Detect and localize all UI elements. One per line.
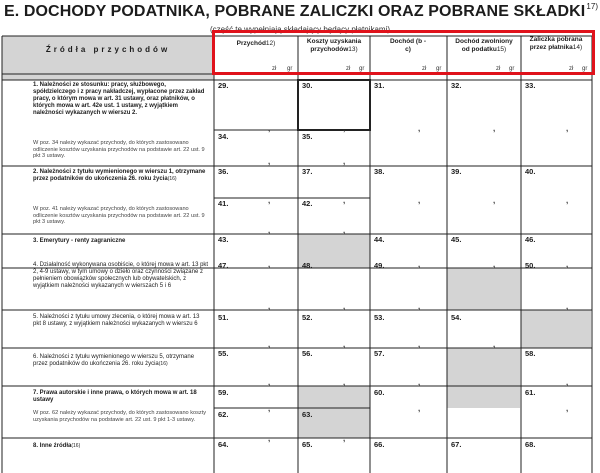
field-65[interactable]: 65. <box>302 440 313 449</box>
header-dochod: Dochód (b - c) <box>389 38 427 53</box>
field-41[interactable]: 41. <box>218 199 229 208</box>
decimal-comma: , <box>418 404 421 413</box>
decimal-comma: , <box>268 434 271 443</box>
row-7-label: 7. Prawa autorskie i inne prawa, o których mowa w art. 18 ustawy <box>33 390 197 403</box>
decimal-comma: , <box>343 378 346 387</box>
decimal-comma: , <box>268 226 271 235</box>
decimal-comma: , <box>566 302 569 311</box>
field-55[interactable]: 55. <box>218 349 229 358</box>
field-48[interactable]: 48. <box>302 261 313 270</box>
field-60[interactable]: 60. <box>374 388 385 397</box>
decimal-comma: , <box>268 124 271 133</box>
unit-gr-2: gr <box>359 66 365 72</box>
header-zaliczka <box>523 36 589 51</box>
decimal-comma: , <box>493 340 496 349</box>
field-38[interactable]: 38. <box>374 167 385 176</box>
decimal-comma: , <box>268 302 271 311</box>
header-dochod-zwolniony <box>452 38 516 53</box>
row-2-note: W poz. 41 należy wykazać przychody, do których zastosowano odliczenie kosztów uzyskania przychodów na podstawie art. 22 ust. 9 pkt 3 ustawy. <box>33 206 205 226</box>
field-54[interactable]: 54. <box>451 313 462 322</box>
header-koszty <box>300 38 368 53</box>
field-39[interactable]: 39. <box>451 167 462 176</box>
unit-gr-3: gr <box>436 66 442 72</box>
decimal-comma: , <box>268 157 271 166</box>
field-51[interactable]: 51. <box>218 313 229 322</box>
unit-zl-1: zł <box>272 66 277 72</box>
decimal-comma: , <box>268 378 271 387</box>
row-2-label-text: 2. Należności z tytułu wymienionego w wierszu 1, otrzymane przez podatników do ukończenia 26. roku życia <box>33 169 206 182</box>
field-35[interactable]: 35. <box>302 132 313 141</box>
decimal-comma: , <box>418 196 421 205</box>
decimal-comma: , <box>493 260 496 269</box>
row-6-fn: (16) <box>158 361 168 367</box>
field-67[interactable]: 67. <box>451 440 462 449</box>
decimal-comma: , <box>268 196 271 205</box>
header-przychod <box>216 40 296 48</box>
decimal-comma: , <box>566 196 569 205</box>
header-dochod-zwolniony-fn: 15) <box>496 45 507 53</box>
decimal-comma: , <box>343 157 346 166</box>
decimal-comma: , <box>418 124 421 133</box>
decimal-comma: , <box>418 340 421 349</box>
row-5-label: 5. Należności z tytułu umowy zlecenia, o której mowa w art. 13 pkt 8 ustawy, z wyjątkiem należności wykazanych w wierszu 6 <box>33 314 200 327</box>
field-61[interactable]: 61. <box>525 388 536 397</box>
unit-gr-1: gr <box>287 66 293 72</box>
row-1-label: 1. Należności ze stosunku: pracy, służbowego, spółdzielczego i z pracy nakładczej, wypłacone przez zakład pracy, o którym mowa w art. 31 ustawy, oraz płatników, o których mowa w art. 42e ust. 1 ustawy, z wyjątkiem należności wykazanych w wierszu 2. <box>33 82 205 116</box>
row-4-label: 4. Działalność wykonywana osobiście, o której mowa w art. 13 pkt 2, 4-9 ustawy, w tym umowy o dzieło oraz czynności związane z pełnieniem obowiązków społecznych lub obywatelskich, z wyjątkiem należności wykazanych w wierszach 5 i 6 <box>33 262 209 289</box>
unit-zl-4: zł <box>496 66 501 72</box>
decimal-comma: , <box>268 340 271 349</box>
decimal-comma: , <box>493 196 496 205</box>
row-2-label <box>30 167 212 183</box>
field-29[interactable]: 29. <box>218 81 229 90</box>
field-32[interactable]: 32. <box>451 81 462 90</box>
field-66[interactable]: 66. <box>374 440 385 449</box>
decimal-comma: , <box>343 302 346 311</box>
unit-zl-2: zł <box>346 66 351 72</box>
section-subtitle: (część te wypełniają składający będący płatnikami) <box>209 25 391 34</box>
decimal-comma: , <box>268 404 271 413</box>
field-52[interactable]: 52. <box>302 313 313 322</box>
field-63[interactable]: 63. <box>302 410 313 419</box>
field-59[interactable]: 59. <box>218 388 229 397</box>
header-przychod-label: Przychód <box>236 40 266 47</box>
decimal-comma: , <box>566 260 569 269</box>
header-koszty-label: Koszty uzyskania przychodów <box>306 38 362 53</box>
decimal-comma: , <box>343 124 346 133</box>
field-53[interactable]: 53. <box>374 313 385 322</box>
row-8-fn: (16) <box>71 443 81 449</box>
row-6-label-text: 6. Należności z tytułu wymienionego w wierszu 5, otrzymane przez podatników do ukończenia 26. roku życia <box>33 354 195 367</box>
row-7-note: W poz. 62 należy wykazać przychody, do których zastosowano koszty uzyskania przychodów na podstawie art. 22 ust. 9 pkt 1-3 ustawy. <box>33 410 207 423</box>
field-56[interactable]: 56. <box>302 349 313 358</box>
unit-zl-5: zł <box>569 66 574 72</box>
row-2-fn: (16) <box>167 176 177 182</box>
field-43[interactable]: 43. <box>218 235 229 244</box>
field-46[interactable]: 46. <box>525 235 536 244</box>
field-40[interactable]: 40. <box>525 167 536 176</box>
decimal-comma: , <box>343 196 346 205</box>
decimal-comma: , <box>418 260 421 269</box>
decimal-comma: , <box>343 226 346 235</box>
decimal-comma: , <box>343 434 346 443</box>
field-62[interactable]: 62. <box>218 410 229 419</box>
field-45[interactable]: 45. <box>451 235 462 244</box>
field-58[interactable]: 58. <box>525 349 536 358</box>
field-33[interactable]: 33. <box>525 81 536 90</box>
field-37[interactable]: 37. <box>302 167 313 176</box>
decimal-comma: , <box>493 124 496 133</box>
field-34[interactable]: 34. <box>218 132 229 141</box>
decimal-comma: , <box>566 404 569 413</box>
decimal-comma: , <box>418 302 421 311</box>
header-source: Źródła przychodów <box>45 45 171 54</box>
field-31[interactable]: 31. <box>374 81 385 90</box>
decimal-comma: , <box>566 124 569 133</box>
decimal-comma: , <box>566 378 569 387</box>
header-przychod-fn: 12) <box>265 40 276 47</box>
header-zaliczka-fn: 14) <box>572 43 583 51</box>
decimal-comma: , <box>343 340 346 349</box>
unit-gr-4: gr <box>509 66 515 72</box>
header-dochod-zwolniony-label: Dochód zwolniony od podatku <box>455 38 513 53</box>
row-1-note: W poz. 34 należy wykazać przychody, do których zastosowano odliczenie kosztów uzyskania przychodów na podstawie art. 22 ust. 9 pkt 3 ustawy. <box>33 140 205 160</box>
field-47[interactable]: 47. <box>218 261 229 270</box>
row-8-label-text: 8. Inne źródła <box>33 443 72 449</box>
field-50[interactable]: 50. <box>525 261 536 270</box>
field-49[interactable]: 49. <box>374 261 385 270</box>
unit-gr-5: gr <box>582 66 588 72</box>
header-koszty-fn: 13) <box>348 45 358 53</box>
section-title <box>4 2 599 25</box>
decimal-comma: , <box>418 378 421 387</box>
header-zaliczka-label: Zaliczka pobrana przez płatnika <box>529 36 583 51</box>
section-footnote: 17) <box>586 2 599 11</box>
row-3-label: 3. Emerytury - renty zagraniczne <box>33 238 126 244</box>
field-42[interactable]: 42. <box>302 199 313 208</box>
row-8-label <box>30 441 212 450</box>
unit-zl-3: zł <box>422 66 427 72</box>
field-44[interactable]: 44. <box>374 235 385 244</box>
row-6-label <box>30 352 212 368</box>
field-64[interactable]: 64. <box>218 440 229 449</box>
field-30[interactable]: 30. <box>302 81 313 90</box>
field-68[interactable]: 68. <box>525 440 536 449</box>
field-57[interactable]: 57. <box>374 349 385 358</box>
decimal-comma: , <box>268 260 271 269</box>
field-36[interactable]: 36. <box>218 167 229 176</box>
section-title-text: E. DOCHODY PODATNIKA, POBRANE ZALICZKI ORAZ POBRANE SKŁADKI <box>4 3 586 20</box>
